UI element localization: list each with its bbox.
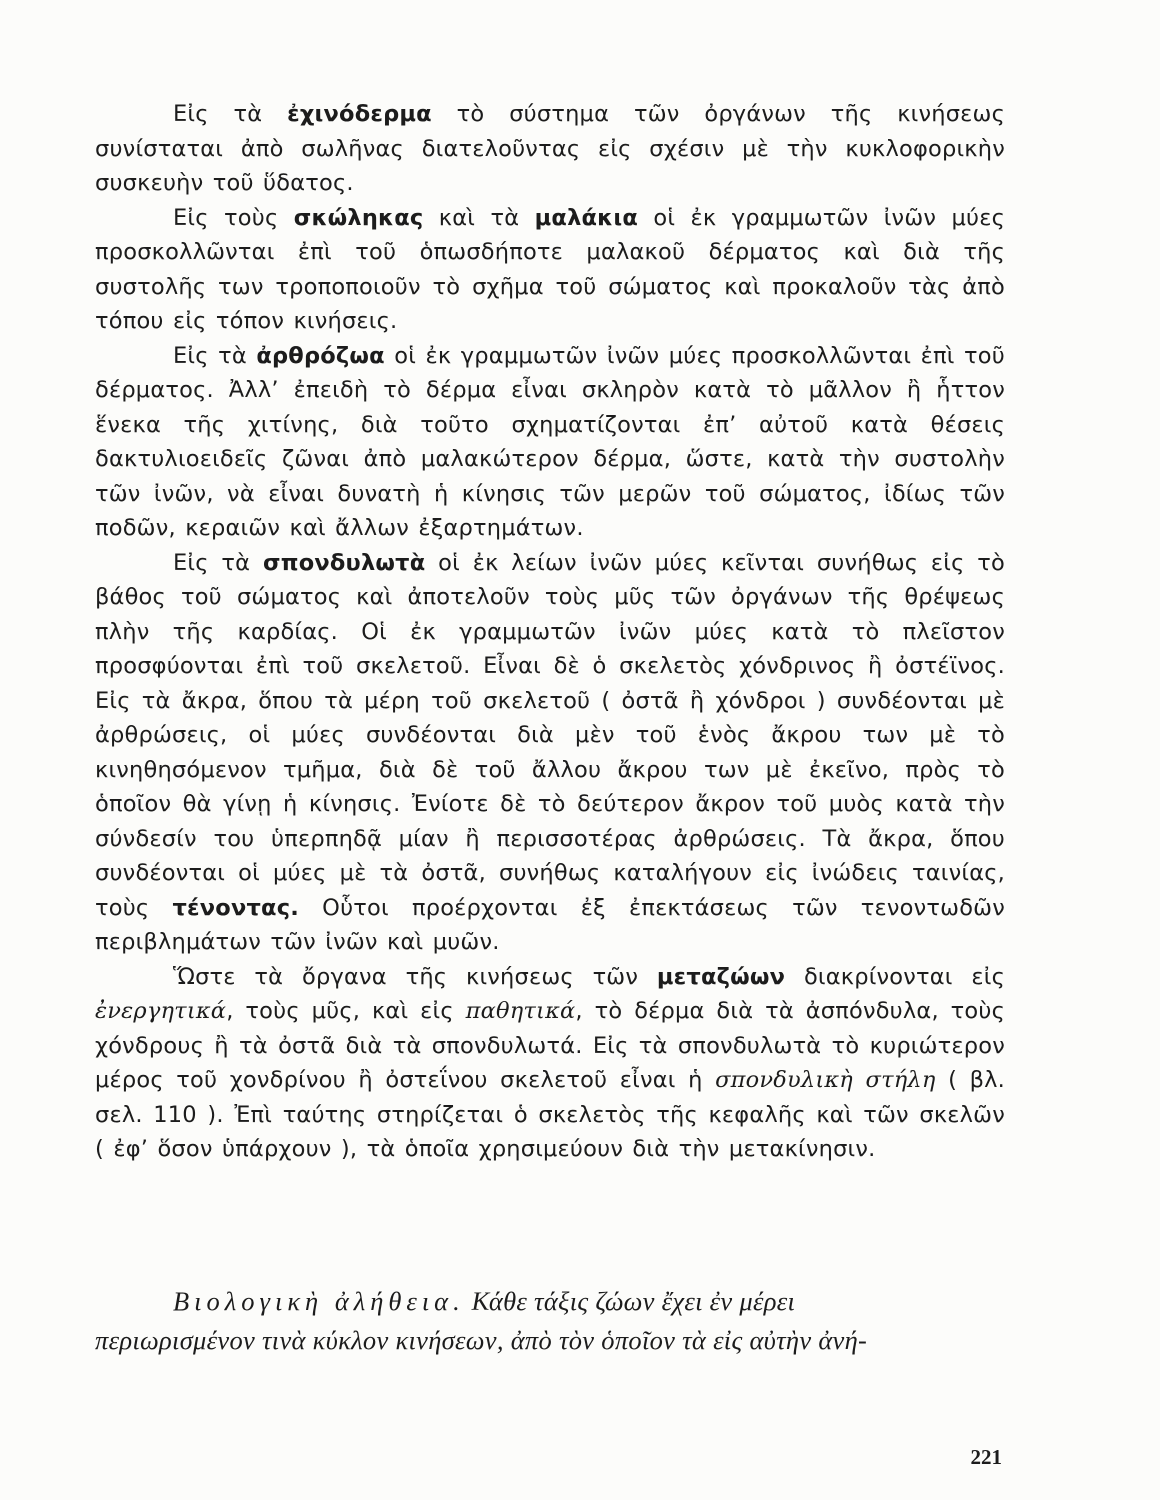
text-run: οἱ ἐκ γραμμωτῶν ἰνῶν μύες προσκολλῶνται ἐπὶ τοῦ ὁπωσδήποτε μαλακοῦ δέρματος καὶ διὰ τῆς συστολῆς των τροποποιοῦν τὸ σχῆμα τοῦ σώματος καὶ προκαλοῦν τὰς ἀπὸ τόπου εἰς τόπον κινήσεις. <box>95 204 1006 334</box>
paragraph-echinoderms <box>95 97 1005 201</box>
biological-truth-line-2: περιωρισμένον τινὰ κύκλον κινήσεων, ἀπὸ τὸν ὁποῖον τὰ εἰς αὐτὴν ἀνή- <box>95 1325 868 1355</box>
text-run: διακρίνονται εἰς <box>785 963 1005 990</box>
text-run: οἱ ἐκ γραμμωτῶν ἰνῶν μύες προσκολλῶνται ἐπὶ τοῦ δέρματος. Ἀλλ’ ἐπειδὴ τὸ δέρμα εἶναι σκληρὸν κατὰ τὸ μᾶλλον ἢ ἧττον ἕνεκα τῆς χιτίνης, διὰ τοῦτο σχηματίζονται ἐπ’ αὐτοῦ κατὰ θέσεις δακτυλιοειδεῖς ζῶναι ἀπὸ μαλακώτερον δέρμα, ὥστε, κατὰ τὴν συστολὴν τῶν ἰνῶν, νὰ εἶναι δυνατὴ ἡ κίνησις τῶν μερῶν τοῦ σώματος, ἰδίως τῶν ποδῶν, κεραιῶν καὶ ἄλλων ἐξαρτημάτων. <box>95 342 1005 541</box>
text-run: Οὗτοι προέρχονται ἐξ ἐπεκτάσεως τῶν τενοντωδῶν περιβλημάτων τῶν ἰνῶν καὶ μυῶν. <box>95 894 1005 955</box>
text-run: Εἰς τοὺς <box>173 204 294 231</box>
text-run: , τοὺς μῦς, καὶ εἰς <box>226 998 466 1024</box>
paragraph-summary <box>95 960 1005 1167</box>
paragraph-worms-molluscs <box>95 201 1005 339</box>
bold-term: σπονδυλωτὰ <box>262 549 426 576</box>
bold-term: σκώληκας <box>293 204 424 231</box>
bold-term: μαλάκια <box>534 204 638 231</box>
biological-truth-line-1: Κάθε τάξις ζώων ἔχει ἐν μέρει <box>471 1286 796 1316</box>
biological-truth-box <box>95 1282 1005 1360</box>
biological-truth-heading: Βιολογικὴ ἀλήθεια. <box>173 1286 465 1316</box>
italic-term: παθητικά <box>465 998 576 1024</box>
italic-term: σπονδυλικὴ στήλη <box>715 1067 936 1093</box>
text-run: οἱ ἐκ λείων ἰνῶν μύες κεῖνται συνήθως εἰς τὸ βάθος τοῦ σώματος καὶ ἀποτελοῦν τοὺς μῦς τῶν ὀργάνων τῆς θρέψεως πλὴν τῆς καρδίας. Οἱ ἐκ γραμμωτῶν ἰνῶν μύες κατὰ τὸ πλεῖστον προσφύονται ἐπὶ τοῦ σκελετοῦ. Εἶναι δὲ ὁ σκελετὸς χόνδρινος ἢ ὀστέϊνος. Εἰς τὰ ἄκρα, ὅπου τὰ μέρη τοῦ σκελετοῦ ( ὀστᾶ ἢ χόνδροι ) συνδέονται μὲ ἀρθρώσεις, οἱ μύες συνδέονται διὰ μὲν τοῦ ἑνὸς ἄκρου των μὲ τὸ κινηθησόμενον τμῆμα, διὰ δὲ τοῦ ἄλλου ἄκρου των μὲ ἐκεῖνο, πρὸς τὸ ὁποῖον θὰ γίνῃ ἡ κίνησις. Ἐνίοτε δὲ τὸ δεύτερον ἄκρον τοῦ μυὸς κατὰ τὴν σύνδεσίν του ὑπερπηδᾷ μίαν ἢ περισσοτέρας ἀρθρώσεις. Τὰ ἄκρα, ὅπου συνδέονται οἱ μύες μὲ τὰ ὀστᾶ, συνήθως καταλήγουν εἰς ἰνώδεις ταινίας, τοὺς <box>95 549 1005 921</box>
bold-term: τένοντας. <box>172 894 299 921</box>
body-text <box>95 97 1005 1167</box>
text-run: Εἰς τὰ <box>173 101 288 127</box>
bold-term: ἀρθρόζωα <box>256 342 385 369</box>
text-run: , τὸ δέρμα διὰ τὰ ἀσπόνδυλα, τοὺς χόνδρους ἢ τὰ ὀστᾶ διὰ τὰ σπονδυλωτά. Εἰς τὰ σπονδυλωτὰ τὸ κυριώτερον μέρος τοῦ χονδρίνου ἢ ὀστεΐνου σκελετοῦ εἶναι ἡ <box>95 998 1006 1093</box>
text-run: καὶ τὰ <box>423 204 535 231</box>
page-number: 221 <box>970 1445 1002 1469</box>
text-run: Εἰς τὰ <box>173 342 257 369</box>
text-run: Εἰς τὰ <box>173 549 263 576</box>
text-run: ( βλ. σελ. 110 ). Ἐπὶ ταύτης στηρίζεται ὁ σκελετὸς τῆς κεφαλῆς καὶ τῶν σκελῶν ( ἐφ’ ὅσον ὑπάρχουν ), τὰ ὁποῖα χρησιμεύουν διὰ τὴν μετακίνησιν. <box>95 1067 1005 1162</box>
italic-term: ἐνεργητικά <box>95 998 227 1024</box>
paragraph-vertebrates <box>95 546 1005 960</box>
text-run: τὸ σύστημα τῶν ὀργάνων τῆς κινήσεως συνίσταται ἀπὸ σωλῆνας διατελοῦντας εἰς σχέσιν μὲ τὴν κυκλοφορικὴν συσκευὴν τοῦ ὕδατος. <box>95 101 1005 196</box>
paragraph-arthropods <box>95 339 1005 546</box>
text-run: Ὥστε τὰ ὄργανα τῆς κινήσεως τῶν <box>173 963 657 990</box>
bold-term: μεταζώων <box>656 963 786 990</box>
bold-term: ἐχινόδερμα <box>287 101 432 127</box>
